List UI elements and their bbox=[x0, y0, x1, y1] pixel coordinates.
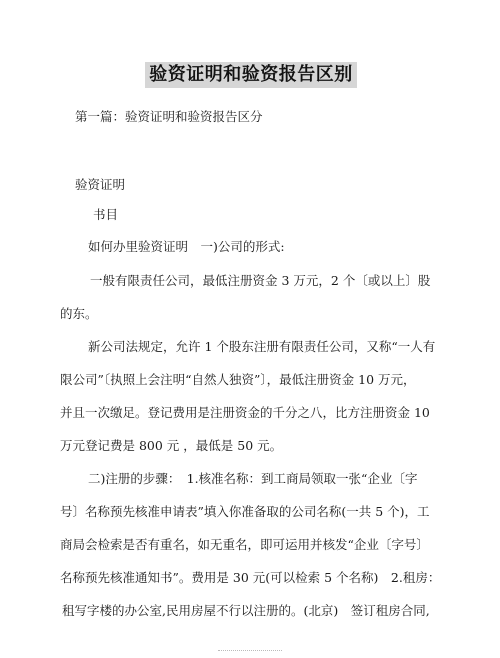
paragraph-line: 一般有限责任公司，最低注册资金 3 万元，2 个〔或以上〕股 bbox=[90, 273, 431, 288]
paragraph-line: 租写字楼的办公室,民用房屋不行以注册的。(北京) 签订租房合同, bbox=[62, 603, 430, 618]
page-footer-divider bbox=[218, 650, 282, 657]
paragraph-line: 限公司”〔执照上会注明“自然人独资”〕，最低注册资金 10 万元， bbox=[60, 372, 416, 387]
paragraph-line: 并且一次缴足。登记费用是注册资金的千分之八，比方注册资金 10 bbox=[60, 405, 430, 420]
paragraph-line: 名称预先核准通知书”。费用是 30 元(可以检索 5 个名称) 2.租房： bbox=[60, 570, 441, 585]
document-title: 验资证明和验资报告区别 bbox=[145, 62, 357, 88]
toc-label: 书目 bbox=[93, 207, 119, 222]
paragraph-line: 如何办里验资证明 一)公司的形式: bbox=[88, 239, 285, 254]
paragraph-line: 新公司法规定，允许 1 个股东注册有限责任公司，又称“一人有 bbox=[88, 339, 436, 354]
paragraph-line: 万元登记费是 800 元 ，最低是 50 元。 bbox=[60, 438, 283, 453]
paragraph-line: 二)注册的步骤： 1.核准名称：到工商局领取一张“企业〔字 bbox=[88, 471, 418, 486]
paragraph-line: 的东。 bbox=[60, 306, 98, 321]
section-heading: 第一篇：验资证明和验资报告区分 bbox=[75, 109, 263, 124]
paragraph-line: 号〕名称预先核准申请表”填入你准备取的公司名称(一共 5 个)，工 bbox=[60, 504, 430, 519]
subheading: 验资证明 bbox=[75, 177, 126, 192]
paragraph-line: 商局会检索是否有重名，如无重名，即可运用并核发“企业〔字号〕 bbox=[60, 537, 429, 552]
